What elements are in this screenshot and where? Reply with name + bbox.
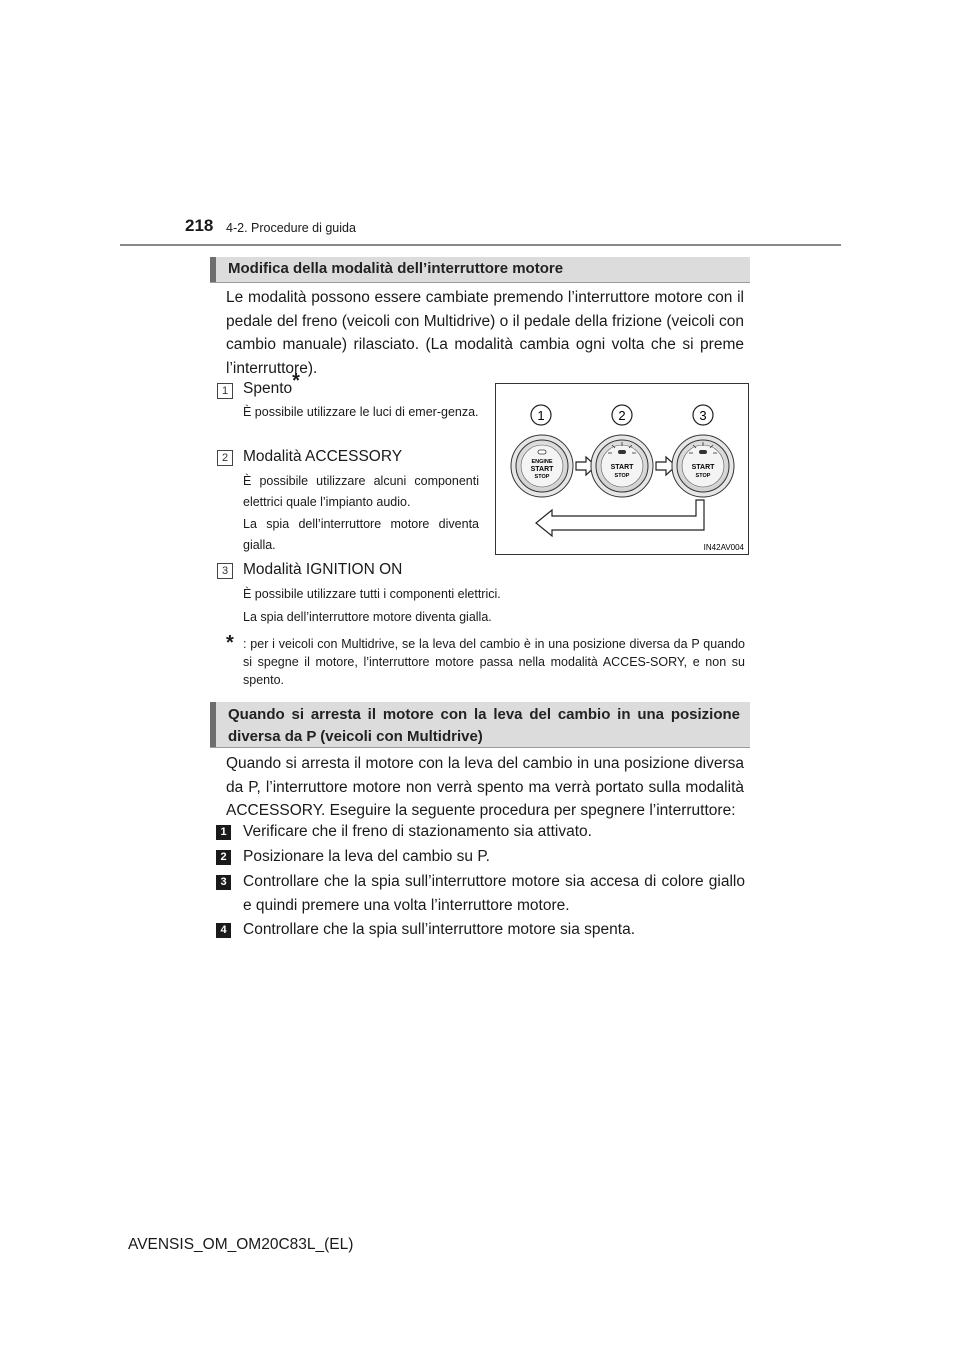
button-1-line-2: START — [530, 466, 554, 473]
item-2-desc-2: La spia dell’interruttore motore diventa gialla. — [243, 517, 479, 552]
item-3-desc-2: La spia dell’interruttore motore diventa gialla. — [243, 610, 492, 624]
button-1-line-3: STOP — [534, 474, 550, 480]
callout-1-label: 1 — [537, 408, 545, 423]
section1-heading-text: Modifica della modalità dell’interruttore motore — [228, 260, 564, 277]
callout-3 — [693, 405, 713, 425]
callout-1 — [531, 405, 551, 425]
engine-switch-figure — [495, 383, 749, 555]
indicator-light-on — [618, 450, 626, 454]
step-number-4: 4 — [216, 923, 231, 938]
step-1-text: Verificare che il freno di stazionamento sia attivato. — [243, 823, 592, 840]
button-2-line-1: START — [610, 464, 634, 471]
section1-heading — [210, 257, 750, 283]
step-number-1: 1 — [216, 825, 231, 840]
button-3-line-1: START — [691, 464, 715, 471]
item-number-2: 2 — [217, 450, 233, 466]
item-1-title — [243, 370, 300, 398]
engine-button-ignition-on — [672, 435, 734, 497]
figure-code: IN42AV004 — [703, 543, 744, 552]
step-2-text: Posizionare la leva del cambio su P. — [243, 848, 490, 865]
button-3-line-2: STOP — [695, 473, 711, 479]
step-4-text: Controllare che la spia sull’interruttore motore sia spenta. — [243, 921, 635, 938]
section2-intro: Quando si arresta il motore con la leva del cambio in una posizione diversa da P, l’interruttore motore non verrà spento ma verrà portato sulla modalità ACCESSORY. Eseguire la seguente procedura per spegnere l’interruttore: — [226, 755, 744, 819]
indicator-light-off — [538, 450, 546, 454]
button-1-line-1: ENGINE — [531, 459, 553, 465]
callout-2 — [612, 405, 632, 425]
item-3-title: Modalità IGNITION ON — [243, 561, 403, 578]
header-rule — [120, 244, 841, 246]
section1-intro: Le modalità possono essere cambiate premendo l’interruttore motore con il pedale del freno (veicoli con Multidrive) o il pedale della frizione (veicoli con cambio manuale) rilasciato. (La modalità cambia ogni volta che si preme l’interruttore). — [226, 289, 744, 377]
step-3-text: Controllare che la spia sull’interruttore motore sia accesa di colore giallo e quindi premere una volta l’interruttore motore. — [243, 873, 745, 914]
page-number: 218 — [185, 216, 214, 235]
section2-heading — [210, 702, 750, 748]
item-1-desc: È possibile utilizzare le luci di emer-genza. — [243, 405, 479, 419]
return-arrow-icon — [536, 500, 704, 536]
item-3-desc-1: È possibile utilizzare tutti i componenti elettrici. — [243, 587, 501, 601]
item-1-asterisk: * — [292, 370, 300, 392]
item-number-3: 3 — [217, 563, 233, 579]
engine-button-accessory — [591, 435, 653, 497]
heading-underline — [210, 747, 750, 748]
engine-button-off — [511, 435, 573, 497]
callout-3-label: 3 — [699, 408, 707, 423]
engine-switch-illustration — [496, 384, 748, 554]
footnote-text: : per i veicoli con Multidrive, se la leva del cambio è in una posizione diversa da P quando si spegne il motore, l’interruttore motore passa nella modalità ACCES-SORY, e non su spento. — [243, 637, 745, 687]
step-number-2: 2 — [216, 850, 231, 865]
item-1-title-text: Spento — [243, 380, 293, 397]
button-2-line-2: STOP — [614, 473, 630, 479]
item-2-desc-1: È possibile utilizzare alcuni componenti elettrici quale l’impianto audio. — [243, 474, 479, 509]
item-2-title: Modalità ACCESSORY — [243, 448, 403, 465]
document-code: AVENSIS_OM_OM20C83L_(EL) — [128, 1236, 354, 1253]
indicator-light-on — [699, 450, 707, 454]
callout-2-label: 2 — [618, 408, 626, 423]
item-number-1: 1 — [217, 383, 233, 399]
footnote-asterisk: * — [226, 632, 234, 654]
section2-heading-text: Quando si arresta il motore con la leva del cambio in una posizione diversa da P (veicoli con Multidrive) — [228, 706, 740, 745]
heading-underline — [210, 282, 750, 283]
section-label: 4-2. Procedure di guida — [226, 221, 356, 235]
step-number-3: 3 — [216, 875, 231, 890]
